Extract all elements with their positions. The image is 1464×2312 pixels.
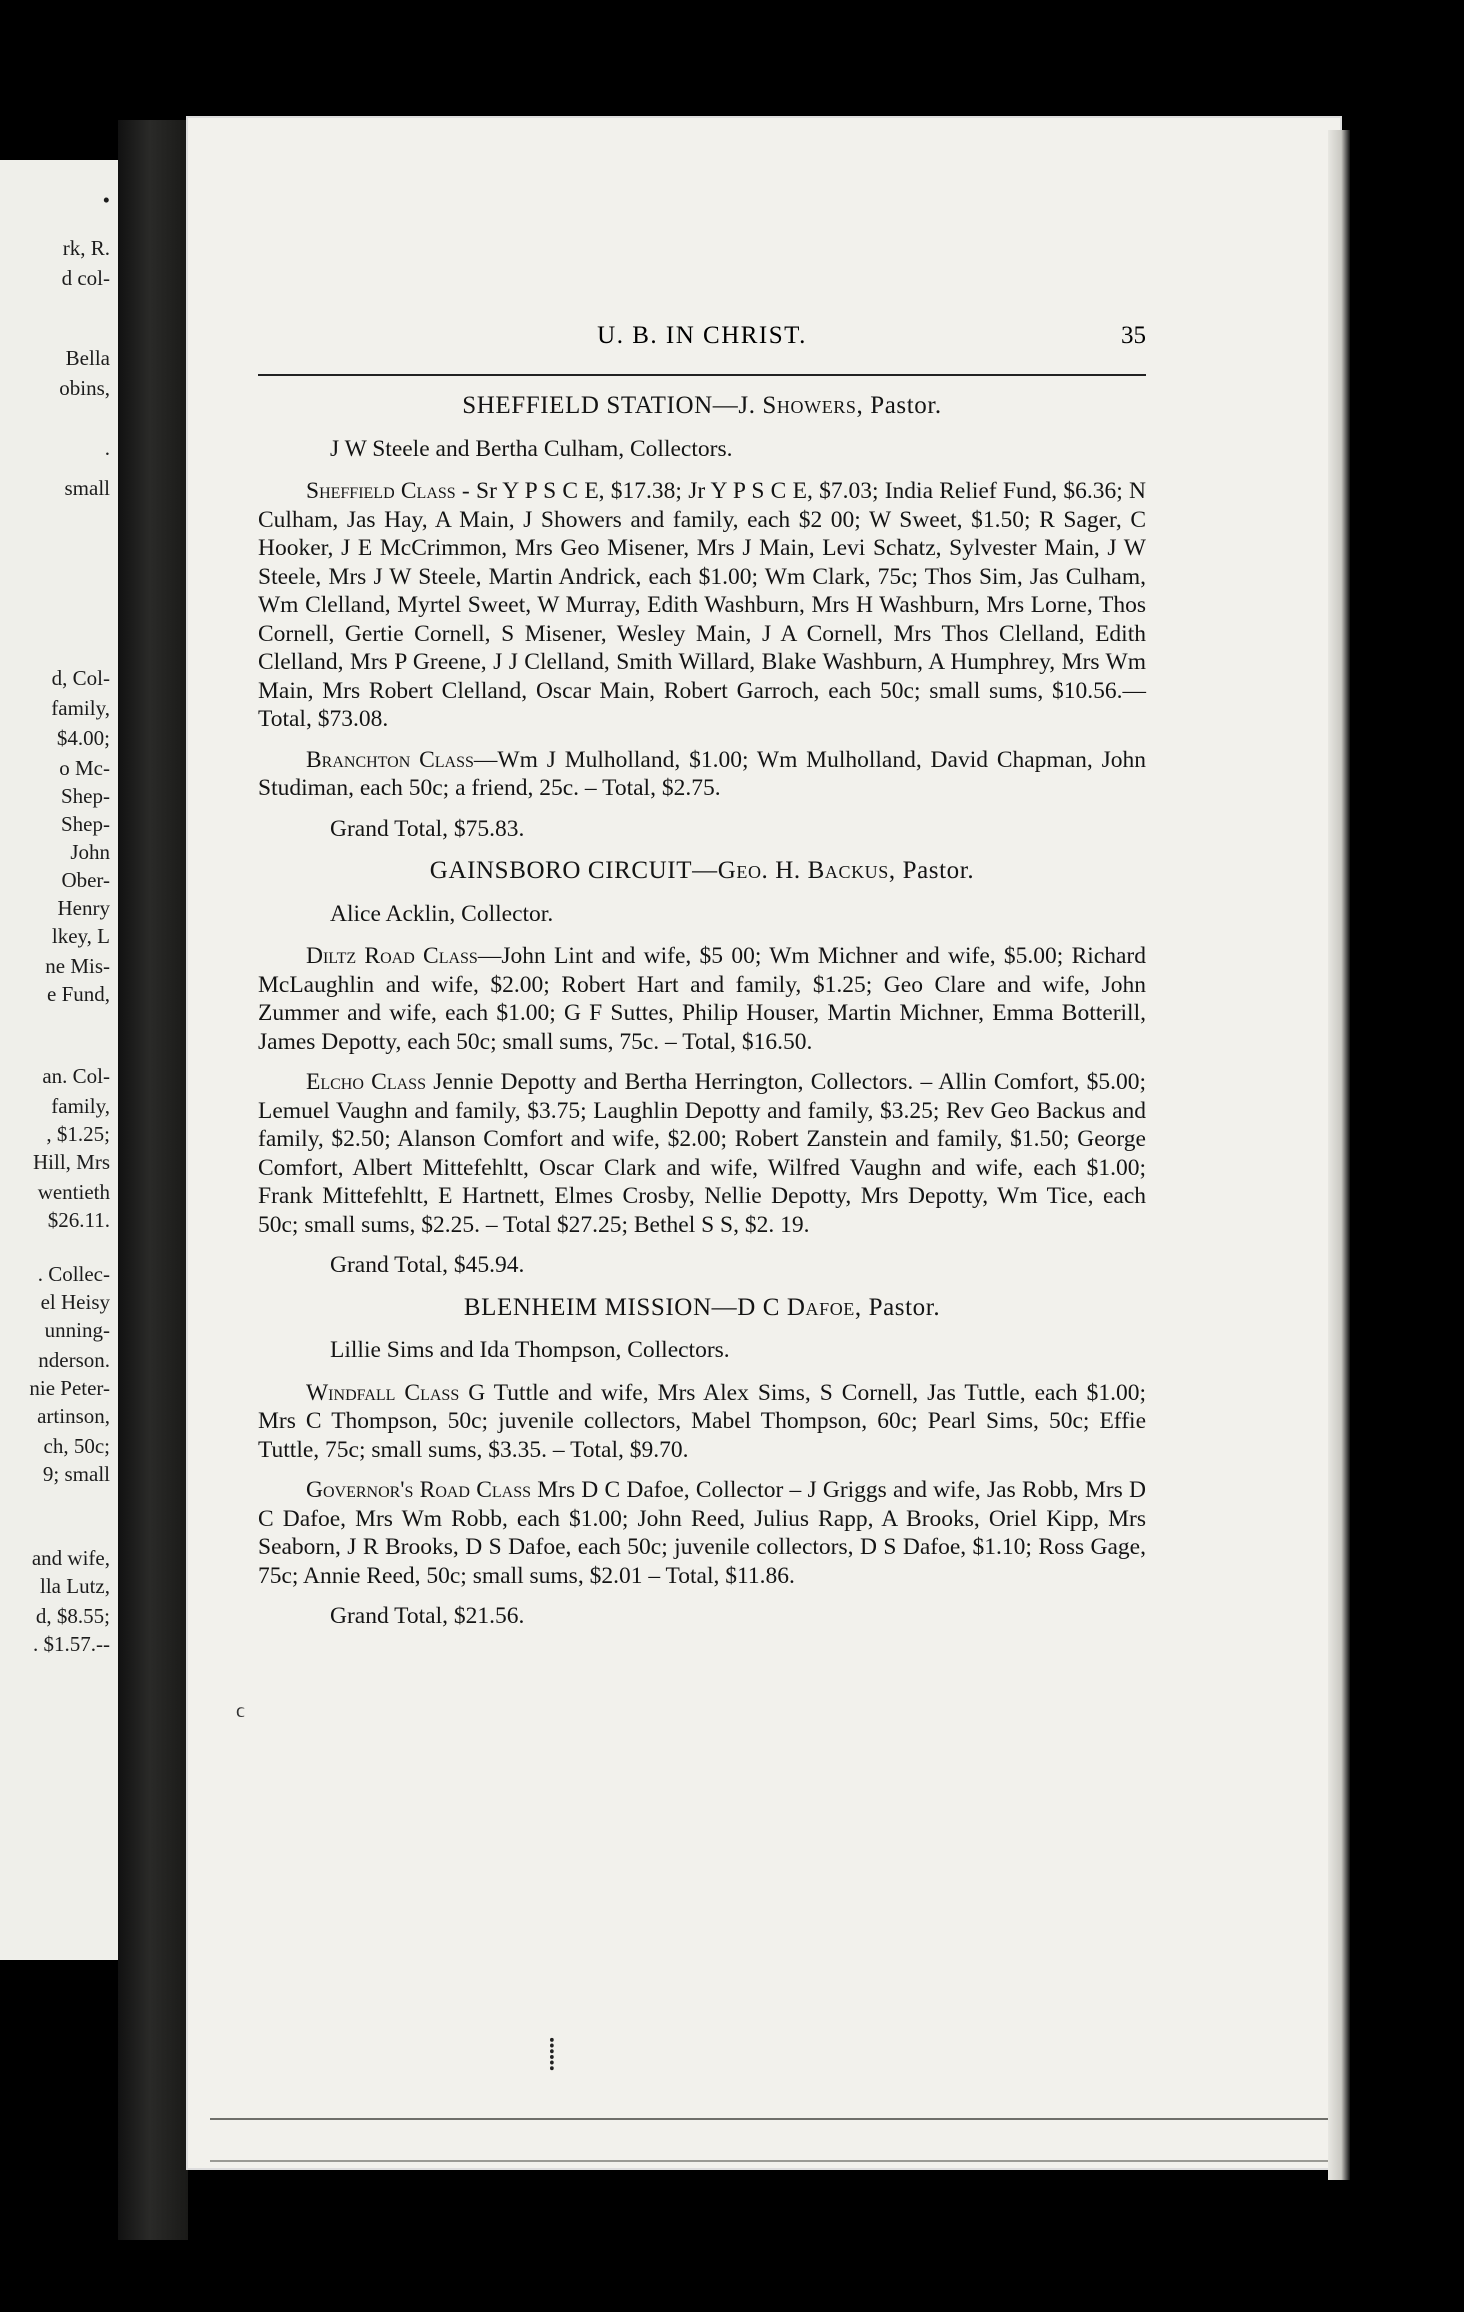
left-page-fragment: lkey, L xyxy=(51,924,110,948)
class-paragraph xyxy=(258,942,1146,1056)
left-page-fragment: d, Col- xyxy=(51,666,110,690)
left-facing-page xyxy=(0,160,118,1960)
book-gutter xyxy=(118,120,188,2240)
section-blenheim-mission xyxy=(258,1294,1146,1631)
section-heading xyxy=(258,857,1146,886)
collectors-line: Alice Acklin, Collector. xyxy=(330,900,554,927)
left-page-fragment: . Collec- xyxy=(37,1262,110,1286)
left-page-fragment: rk, R. xyxy=(62,236,110,260)
class-text: G Tuttle and wife, Mrs Alex Sims, S Cornell, Jas Tuttle, each $1.00; Mrs C Thompson, 50c; juvenile collectors, Mabel Thompson, 60c; Pearl Sims, 50c; Effie Tuttle, 75c; small sums, $3.35. – Total, $9.70. xyxy=(258,1379,1147,1463)
left-page-fragment: ne Mis- xyxy=(45,954,110,978)
heading-text: GAINSBORO CIRCUIT— xyxy=(429,857,718,884)
left-page-fragment: Shep- xyxy=(61,784,110,808)
left-page-fragment: John xyxy=(70,840,110,864)
class-label: Branchton Class xyxy=(306,746,474,773)
heading-text: SHEFFIELD STATION—J. xyxy=(462,392,763,419)
class-text: Mrs D C Dafoe, Collector – J Griggs and wife, Jas Robb, Mrs D C Dafoe, Mrs Wm Robb, each $1.00; John Reed, Julius Rapp, A Brooks, Oriel Kipp, Mrs Seaborn, J R Brooks, D S Dafoe, each 50c; juvenile collectors, D S Dafoe, $1.10; Ross Gage, 75c; Annie Reed, 50c; small sums, $2.01 – Total, $11.86. xyxy=(258,1477,1147,1589)
left-page-fragment: $26.11. xyxy=(47,1208,110,1232)
left-page-fragment: obins, xyxy=(59,376,110,400)
left-page-fragment: 9; small xyxy=(42,1462,110,1486)
class-label: Sheffield Class xyxy=(306,478,456,504)
class-paragraph xyxy=(258,477,1146,734)
class-label: Elcho Class xyxy=(306,1069,426,1095)
left-page-fragment: o Mc- xyxy=(59,756,110,780)
left-page-fragment: e Fund, xyxy=(47,982,110,1006)
page-bottom-edge xyxy=(210,2118,1328,2162)
class-text: Jennie Depotty and Bertha Herrington, Collectors. – Allin Comfort, $5.00; Lemuel Vaughn and family, $3.75; Laughlin Depotty and family, $3.25; Rev Geo Backus and family, $2.50; Alanson Comfort and wife, $2.00; Robert Zanstein and family, $1.50; George Comfort, Albert Mittefehltt, Oscar Clark and wife, Wilfred Vaughn and wife, each $1.00; Frank Mittefehltt, E Hartnett, Elmes Crosby, Nellie Depotty, Mrs Depotty, Wm Tice, each 50c; small sums, $2.25. – Total $27.25; Bethel S S, $2. 19. xyxy=(258,1069,1146,1238)
left-page-fragment: Shep- xyxy=(61,812,110,836)
left-page-fragment: unning- xyxy=(44,1318,110,1342)
class-label: Diltz Road Class xyxy=(306,943,478,969)
section-gainsboro-circuit xyxy=(258,857,1146,1280)
left-page-fragment: an. Col- xyxy=(42,1064,110,1088)
running-head: U. B. IN CHRIST. xyxy=(597,322,807,349)
left-page-fragment: ch, 50c; xyxy=(43,1434,110,1458)
left-page-fragment: d col- xyxy=(61,266,110,290)
pastor-name: Dafoe xyxy=(786,1293,855,1321)
class-paragraph xyxy=(258,746,1146,803)
pastor-name: Geo. H. Backus xyxy=(717,857,889,884)
margin-mark-icon: ϲ xyxy=(236,1700,245,1722)
class-paragraph xyxy=(258,1068,1146,1239)
class-text: —John Lint and wife, $5 00; Wm Michner and wife, $5.00; Richard McLaughlin and wife, $2.00; Robert Hart and family, $1.25; Geo Clare and wife, John Zummer and wife, each $1.00; G F Suttes, Philip Houser, Martin Michner, Emma Botterill, James Depotty, each 50c; small sums, 75c. – Total, $16.50. xyxy=(258,943,1146,1055)
pastor-name: Showers xyxy=(762,392,857,419)
class-paragraph xyxy=(258,1379,1146,1465)
heading-tail: , Pastor. xyxy=(856,392,942,419)
left-page-fragment: • xyxy=(102,188,110,212)
section-heading xyxy=(258,1294,1146,1323)
grand-total: Grand Total, $21.56. xyxy=(330,1603,525,1629)
left-page-fragment: . xyxy=(104,436,110,460)
class-label: Windfall Class xyxy=(306,1379,460,1406)
left-page-fragment: family, xyxy=(51,696,110,720)
class-paragraph xyxy=(258,1476,1146,1590)
page-edge xyxy=(1328,130,1350,2180)
header-rule xyxy=(258,374,1146,376)
class-text: - Sr Y P S C E, $17.38; Jr Y P S C E, $7.03; India Relief Fund, $6.36; N Culham, Jas Hay, A Main, J Showers and family, each $2 00; W Sweet, $1.50; R Sager, C Hooker, J E McCrimmon, Mrs Geo Misener, Mrs J Main, Levi Schatz, Sylvester Main, J W Steele, Mrs J W Steele, Martin Andrick, each $1.00; Wm Clark, 75c; Thos Sim, Jas Culham, Wm Clelland, Myrtel Sweet, W Murray, Edith Washburn, Mrs H Washburn, Mrs Lorne, Thos Cornell, Gertie Cornell, S Misener, Wesley Main, J A Cornell, Mrs Thos Clelland, Edith Clelland, Mrs P Greene, J J Clelland, Smith Willard, Blake Washburn, A Humphrey, Mrs Wm Main, Mrs Robert Clelland, Oscar Main, Robert Garroch, each 50c; small sums, $10.56.—Total, $73.08. xyxy=(258,478,1146,732)
left-page-fragment: lla Lutz, xyxy=(40,1574,110,1598)
class-text: —Wm J Mulholland, $1.00; Wm Mulholland, David Chapman, John Studiman, each 50c; a friend, 25c. – Total, $2.75. xyxy=(258,746,1147,801)
heading-tail: , Pastor. xyxy=(854,1293,941,1321)
section-sheffield-station xyxy=(258,392,1146,843)
class-label: Governor's Road Class xyxy=(306,1477,532,1503)
section-heading xyxy=(258,392,1146,421)
left-page-fragment: , $1.25; xyxy=(46,1122,110,1146)
left-page-fragment: el Heisy xyxy=(40,1290,110,1314)
heading-text: BLENHEIM MISSION—D C xyxy=(463,1293,787,1321)
left-page-fragment: family, xyxy=(51,1094,110,1118)
left-page-fragment: nderson. xyxy=(38,1348,110,1372)
left-page-fragment: artinson, xyxy=(37,1404,110,1428)
left-page-fragment: wentieth xyxy=(37,1180,110,1204)
left-page-fragment: and wife, xyxy=(31,1546,110,1570)
grand-total: Grand Total, $45.94. xyxy=(330,1252,525,1278)
left-page-fragment: Hill, Mrs xyxy=(32,1150,110,1174)
left-page-fragment: $4.00; xyxy=(56,726,110,750)
left-page-fragment: d, $8.55; xyxy=(35,1604,110,1628)
left-page-fragment: Bella xyxy=(65,346,110,370)
page-body xyxy=(258,392,1146,1645)
left-page-fragment: nie Peter- xyxy=(29,1376,110,1400)
collectors-line: J W Steele and Bertha Culham, Collectors. xyxy=(330,435,733,462)
page-number: 35 xyxy=(1121,322,1146,349)
left-page-fragment: . $1.57.-- xyxy=(33,1632,110,1656)
left-page-fragment: small xyxy=(64,476,110,500)
grand-total: Grand Total, $75.83. xyxy=(330,815,525,842)
collectors-line: Lillie Sims and Ida Thompson, Collectors. xyxy=(330,1337,730,1363)
heading-tail: , Pastor. xyxy=(888,857,975,884)
left-page-fragment: Ober- xyxy=(61,868,110,892)
page-header xyxy=(258,318,1146,358)
ink-mark-icon: ⸽ xyxy=(548,2038,556,2071)
left-page-fragment: Henry xyxy=(57,896,110,920)
